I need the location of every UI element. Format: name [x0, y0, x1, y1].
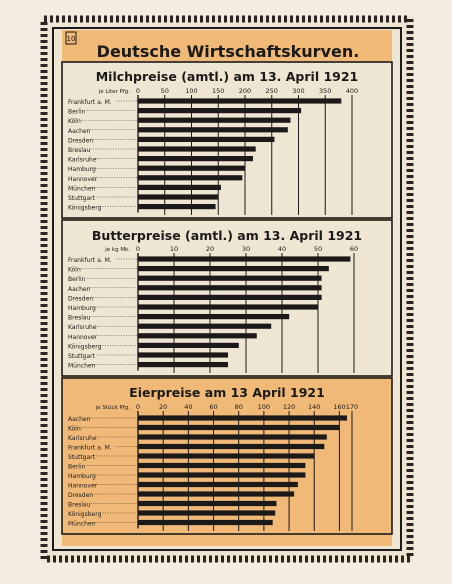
tick-label: 80 [234, 403, 243, 411]
tick-label: 170 [345, 403, 359, 411]
tick-label: 400 [345, 87, 359, 95]
bar [138, 146, 256, 151]
tick-label: 350 [319, 87, 332, 95]
tick-label: 60 [349, 245, 359, 253]
bar [138, 295, 322, 300]
page-title: Deutsche Wirtschaftskurven. [96, 42, 360, 61]
category-label: Berlin [68, 108, 86, 116]
bar [138, 108, 301, 113]
bar [138, 444, 324, 449]
bar [138, 352, 228, 357]
bar [138, 324, 271, 329]
bar [138, 256, 350, 261]
category-label: München [68, 185, 96, 193]
category-label: Frankfurt a. M. [68, 257, 112, 264]
tick-label: 0 [135, 403, 141, 411]
tick-label: 100 [185, 87, 198, 95]
tick-label: 100 [257, 403, 271, 411]
chart-panels [62, 62, 392, 534]
tick-label: 50 [313, 245, 323, 253]
bar [138, 434, 327, 439]
category-label: Berlin [68, 276, 86, 284]
bar [138, 453, 314, 458]
bar [138, 510, 275, 515]
category-label: Aachen [68, 416, 91, 423]
bar [138, 343, 239, 348]
tick-label: 300 [292, 87, 305, 95]
category-label: Stuttgart [68, 353, 95, 360]
bar [138, 285, 322, 290]
corner-mark-text: 10 [66, 35, 76, 43]
category-label: Stuttgart [68, 195, 95, 202]
bar [138, 166, 245, 171]
bar [138, 501, 276, 506]
category-label: Königsberg [68, 511, 102, 518]
category-label: Aachen [68, 285, 91, 293]
category-label: Köln [68, 118, 81, 126]
chart-title: Butterpreise (amtl.) am 13. April 1921 [91, 228, 363, 243]
chart-title: Eierpreise am 13 April 1921 [129, 385, 325, 400]
category-label: Hamburg [68, 166, 96, 174]
category-label: Breslau [68, 147, 91, 154]
category-label: Dresden [68, 492, 94, 499]
bar [138, 463, 305, 468]
category-label: Frankfurt a. M. [68, 99, 112, 106]
tick-label: 250 [265, 87, 278, 95]
tick-label: 20 [159, 403, 168, 411]
bar [138, 127, 288, 132]
tick-label: 160 [333, 403, 346, 411]
tick-label: 10 [169, 245, 179, 253]
bar [138, 137, 274, 142]
category-label: Hannover [68, 482, 98, 490]
category-label: Frankfurt a. M. [68, 444, 112, 452]
tick-label: 50 [160, 87, 169, 95]
category-label: Karlsruhe [68, 324, 97, 332]
category-label: Hamburg [68, 305, 96, 312]
bar [138, 520, 273, 525]
tick-label: 60 [209, 403, 218, 411]
corner-mark [66, 32, 76, 44]
category-label: Berlin [68, 463, 86, 471]
tick-label: 150 [212, 87, 225, 95]
bar [138, 491, 294, 496]
tick-label: 120 [282, 403, 296, 411]
chart-panel-3 [62, 378, 392, 534]
bar [138, 425, 339, 430]
bar [138, 362, 228, 367]
category-label: Köln [68, 266, 81, 274]
bar [138, 185, 221, 190]
bar [138, 266, 329, 271]
unit-label: je Stück Pfg. [95, 405, 130, 411]
unit-label: je kg Mk. [105, 247, 130, 253]
chart-panel-1 [62, 62, 392, 218]
category-label: Hannover [68, 333, 98, 341]
bar [138, 482, 298, 487]
bar [138, 314, 289, 319]
bar [138, 98, 341, 103]
tick-label: 0 [135, 245, 141, 253]
bar [138, 175, 242, 180]
tick-label: 20 [205, 245, 215, 253]
category-label: Breslau [68, 314, 91, 322]
category-label: Karlsruhe [68, 156, 97, 164]
bar [138, 194, 218, 199]
bar [138, 156, 253, 161]
category-label: Hannover [68, 175, 98, 183]
bar [138, 304, 318, 309]
tick-label: 200 [238, 87, 252, 95]
chart-title: Milchpreise (amtl.) am 13. April 1921 [95, 69, 359, 84]
bar [138, 276, 322, 281]
category-label: Stuttgart [68, 454, 95, 461]
category-label: Köln [68, 425, 81, 433]
tick-label: 0 [135, 87, 141, 95]
tick-label: 140 [308, 403, 321, 411]
category-label: Aachen [68, 127, 91, 135]
category-label: Dresden [68, 137, 94, 145]
category-label: Karlsruhe [68, 435, 97, 442]
unit-label: je Liter Pfg. [98, 89, 130, 95]
chart-panel-2 [62, 220, 392, 376]
tick-label: 40 [184, 403, 193, 411]
bar [138, 472, 305, 477]
tick-label: 30 [241, 245, 251, 253]
bar [138, 204, 216, 209]
bar [138, 415, 347, 420]
category-label: Breslau [68, 501, 91, 509]
tick-label: 40 [277, 245, 287, 253]
category-label: Königsberg [68, 343, 102, 351]
bar [138, 333, 257, 338]
category-label: München [68, 362, 96, 370]
category-label: Königsberg [68, 204, 102, 212]
bar [138, 118, 290, 123]
category-label: Hamburg [68, 473, 96, 480]
category-label: München [68, 520, 96, 528]
category-label: Dresden [68, 295, 94, 303]
